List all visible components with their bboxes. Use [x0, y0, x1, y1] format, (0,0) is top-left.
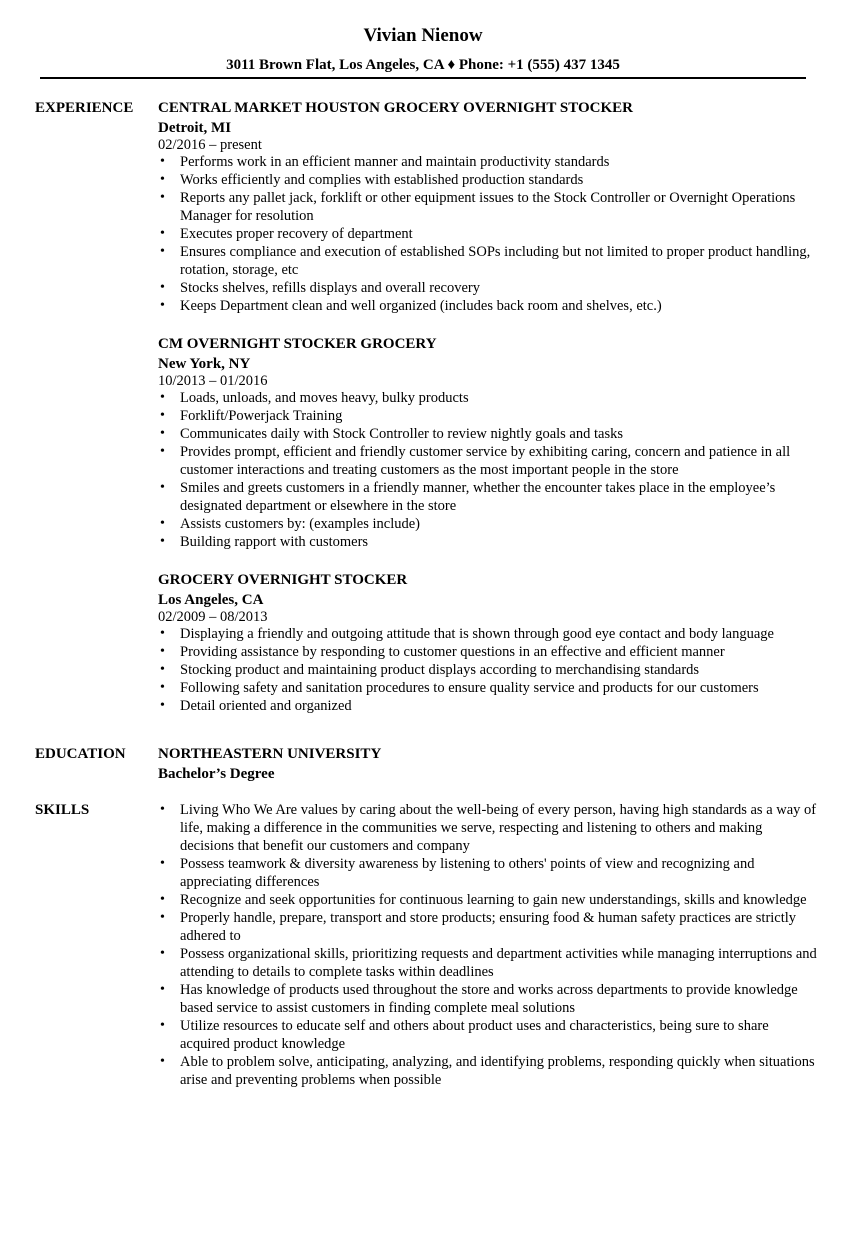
list-item: • Stocking product and maintaining product displays according to merchandising standards — [158, 661, 818, 679]
list-item: • Keeps Department clean and well organized (includes back room and shelves, etc.) — [158, 297, 818, 315]
job-title: CM OVERNIGHT STOCKER GROCERY — [158, 336, 437, 352]
contact-line: 3011 Brown Flat, Los Angeles, CA ♦ Phone: +1 (555) 437 1345 — [226, 57, 620, 73]
resume-header — [0, 24, 846, 74]
list-item: • Has knowledge of products used throughout the store and works across departments to provide knowledge based service to assist customers in finding complete meal solutions — [158, 981, 818, 1017]
list-item: • Recognize and seek opportunities for continuous learning to gain new understandings, skills and knowledge — [158, 891, 818, 909]
job-title: GROCERY OVERNIGHT STOCKER — [158, 572, 408, 588]
job-entry — [158, 335, 818, 551]
skills-list — [158, 801, 818, 1089]
list-item: • Works efficiently and complies with established production standards — [158, 171, 818, 189]
list-item: • Stocks shelves, refills displays and overall recovery — [158, 279, 818, 297]
list-item: • Smiles and greets customers in a friendly manner, whether the encounter takes place in the employee’s designated department or elsewhere in the store — [158, 479, 818, 515]
experience-label: EXPERIENCE — [35, 100, 134, 116]
list-item: • Detail oriented and organized — [158, 697, 818, 715]
job-bullets — [158, 389, 818, 551]
experience-body — [158, 99, 818, 735]
job-bullets — [158, 625, 818, 715]
school-name: NORTHEASTERN UNIVERSITY — [158, 746, 382, 762]
job-location: New York, NY — [158, 356, 251, 372]
list-item: • Loads, unloads, and moves heavy, bulky products — [158, 389, 818, 407]
list-item: • Building rapport with customers — [158, 533, 818, 551]
skills-label: SKILLS — [35, 802, 90, 818]
skills-body — [158, 801, 818, 1089]
list-item: • Communicates daily with Stock Controller to review nightly goals and tasks — [158, 425, 818, 443]
list-item: • Able to problem solve, anticipating, analyzing, and identifying problems, responding quickly when situations arise and preventing problems when possible — [158, 1053, 818, 1089]
list-item: • Possess organizational skills, prioritizing requests and department activities while managing interruptions and attending to details to complete tasks within deadlines — [158, 945, 818, 981]
job-title: CENTRAL MARKET HOUSTON GROCERY OVERNIGHT STOCKER — [158, 100, 633, 116]
list-item: • Executes proper recovery of department — [158, 225, 818, 243]
job-dates: 02/2009 – 08/2013 — [158, 609, 268, 625]
candidate-name: Vivian Nienow — [363, 25, 483, 46]
list-item: • Providing assistance by responding to customer questions in an effective and efficient manner — [158, 643, 818, 661]
education-body — [158, 745, 818, 783]
education-label: EDUCATION — [35, 746, 126, 762]
list-item: • Properly handle, prepare, transport and store products; ensuring food & human safety practices are strictly adhered to — [158, 909, 818, 945]
list-item: • Assists customers by: (examples include) — [158, 515, 818, 533]
job-bullets — [158, 153, 818, 315]
list-item: • Utilize resources to educate self and others about product uses and characteristics, being sure to share acquired product knowledge — [158, 1017, 818, 1053]
job-entry — [158, 99, 818, 315]
job-entry — [158, 571, 818, 715]
job-location: Los Angeles, CA — [158, 592, 264, 608]
list-item: • Living Who We Are values by caring about the well-being of every person, having high standards as a way of life, making a difference in the communities we serve, respecting and listening to others and making decisions that benefit our customers and company — [158, 801, 818, 855]
job-location: Detroit, MI — [158, 120, 232, 136]
list-item: • Displaying a friendly and outgoing attitude that is shown through good eye contact and body language — [158, 625, 818, 643]
list-item: • Following safety and sanitation procedures to ensure quality service and products for our customers — [158, 679, 818, 697]
header-divider — [40, 77, 806, 79]
list-item: • Performs work in an efficient manner and maintain productivity standards — [158, 153, 818, 171]
list-item: • Ensures compliance and execution of established SOPs including but not limited to proper product handling, rotation, storage, etc — [158, 243, 818, 279]
list-item: • Forklift/Powerjack Training — [158, 407, 818, 425]
list-item: • Possess teamwork & diversity awareness by listening to others' points of view and recognizing and appreciating differences — [158, 855, 818, 891]
job-dates: 02/2016 – present — [158, 137, 262, 153]
job-dates: 10/2013 – 01/2016 — [158, 373, 268, 389]
list-item: • Reports any pallet jack, forklift or other equipment issues to the Stock Controller or Overnight Operations Manager for resolution — [158, 189, 818, 225]
list-item: • Provides prompt, efficient and friendly customer service by exhibiting caring, concern and patience in all customer interactions and treating customers as the most important people in the store — [158, 443, 818, 479]
degree: Bachelor’s Degree — [158, 766, 275, 782]
